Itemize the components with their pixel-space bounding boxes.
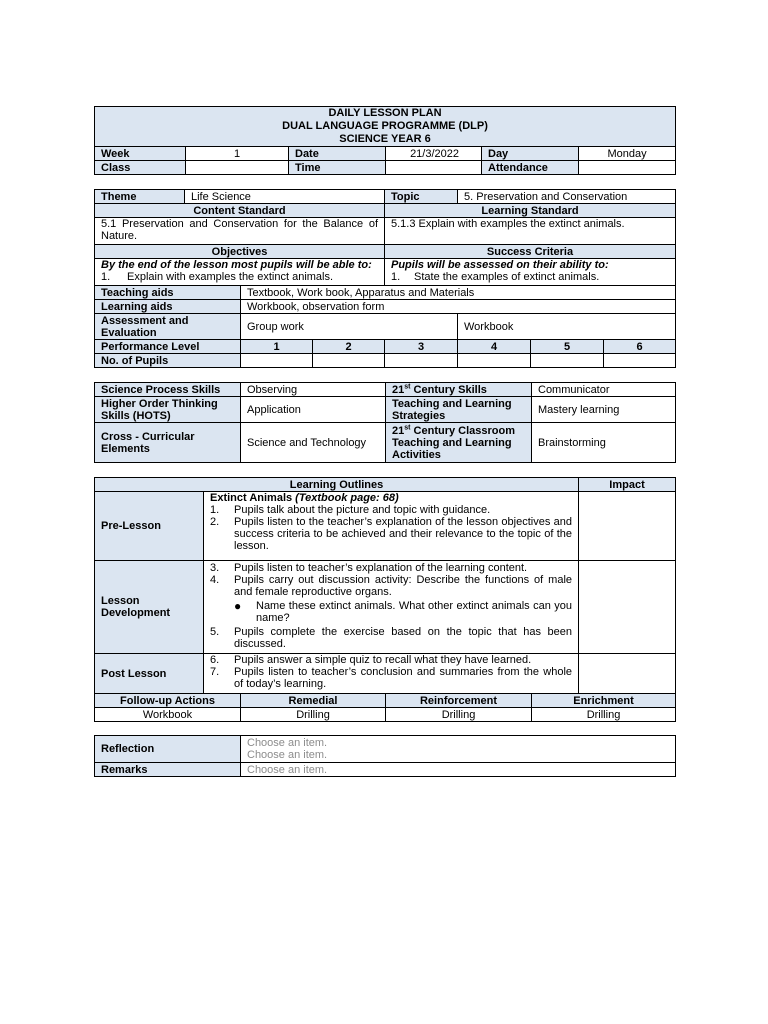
century-skills-number: 21 bbox=[392, 383, 405, 396]
attendance-label: Attendance bbox=[482, 161, 579, 175]
objectives-heading: Objectives bbox=[95, 245, 385, 259]
lesson-development-impact[interactable] bbox=[579, 561, 676, 654]
post-lesson-label: Post Lesson bbox=[95, 654, 204, 694]
skills-table bbox=[94, 382, 676, 463]
remedial-value[interactable]: Drilling bbox=[241, 708, 386, 722]
success-item-number: 1. bbox=[391, 271, 401, 283]
cross-curricular-label: Cross - Curricular Elements bbox=[95, 423, 241, 463]
time-value[interactable] bbox=[386, 161, 482, 175]
classroom-activities-text: Century Classroom Teaching and Learning Activities bbox=[392, 424, 516, 461]
pupils-count-3[interactable] bbox=[385, 354, 458, 368]
reflection-dropdown-2[interactable]: Choose an item. bbox=[247, 749, 328, 761]
header-table bbox=[94, 106, 676, 175]
date-label: Date bbox=[289, 147, 386, 161]
list-item-text: Pupils listen to teacher’s explanation of the learning content. bbox=[234, 562, 528, 574]
list-item-number: 3. bbox=[210, 562, 220, 574]
theme-label: Theme bbox=[95, 190, 185, 204]
remarks-dropdown[interactable]: Choose an item. bbox=[241, 763, 676, 777]
topic-label: Topic bbox=[385, 190, 458, 204]
list-item bbox=[210, 666, 572, 690]
followup-table bbox=[94, 693, 676, 722]
science-process-skills-label: Science Process Skills bbox=[95, 383, 241, 397]
classroom-activities-number: 21 bbox=[392, 424, 405, 437]
list-item-text: Pupils listen to teacher’s conclusion and summaries from the whole of today’s learning. bbox=[234, 666, 573, 690]
remarks-label: Remarks bbox=[95, 763, 241, 777]
learning-standard-value[interactable]: 5.1.3 Explain with examples the extinct animals. bbox=[385, 218, 676, 245]
learning-standard-heading: Learning Standard bbox=[385, 204, 676, 218]
bullet-icon: ● bbox=[234, 599, 242, 613]
pupils-count-5[interactable] bbox=[531, 354, 604, 368]
post-lesson-list bbox=[210, 654, 572, 690]
time-label: Time bbox=[289, 161, 386, 175]
objectives-intro: By the end of the lesson most pupils will be able to: bbox=[101, 259, 372, 271]
pupils-count-6[interactable] bbox=[604, 354, 676, 368]
class-value[interactable] bbox=[186, 161, 289, 175]
discussion-bullet bbox=[210, 600, 572, 624]
objectives-item bbox=[101, 271, 378, 283]
theme-value[interactable]: Life Science bbox=[185, 190, 385, 204]
reflection-label: Reflection bbox=[95, 736, 241, 763]
assessment-value-1[interactable]: Group work bbox=[241, 314, 458, 340]
list-item-number: 2. bbox=[210, 516, 220, 528]
century-skills-suffix: st bbox=[404, 382, 411, 390]
list-item-text: Pupils carry out discussion activity: Describe the functions of male and female reproductive organs. bbox=[234, 574, 573, 598]
century-skills-label bbox=[386, 383, 532, 397]
lesson-plan-page bbox=[94, 106, 675, 777]
success-item-text: State the examples of extinct animals. bbox=[414, 271, 600, 283]
objectives-item-text: Explain with examples the extinct animals. bbox=[127, 271, 334, 283]
list-item-number: 7. bbox=[210, 666, 220, 678]
learning-outlines-heading: Learning Outlines bbox=[95, 478, 579, 492]
teaching-strategies-label: Teaching and Learning Strategies bbox=[386, 397, 532, 423]
performance-level-1: 1 bbox=[241, 340, 313, 354]
attendance-value[interactable] bbox=[579, 161, 676, 175]
classroom-activities-label bbox=[386, 423, 532, 463]
plan-table bbox=[94, 189, 676, 368]
post-lesson-impact[interactable] bbox=[579, 654, 676, 694]
post-lesson-content[interactable] bbox=[204, 654, 579, 694]
document-title bbox=[95, 107, 676, 147]
content-standard-heading: Content Standard bbox=[95, 204, 385, 218]
content-standard-value[interactable]: 5.1 Preservation and Conservation for the Balance of Nature. bbox=[95, 218, 385, 245]
lesson-development-list bbox=[210, 562, 572, 598]
pre-lesson-impact[interactable] bbox=[579, 492, 676, 561]
pre-lesson-content[interactable] bbox=[204, 492, 579, 561]
title-line-2: DUAL LANGUAGE PROGRAMME (DLP) bbox=[282, 120, 488, 132]
day-value[interactable]: Monday bbox=[579, 147, 676, 161]
enrichment-value[interactable]: Drilling bbox=[532, 708, 676, 722]
performance-level-2: 2 bbox=[313, 340, 385, 354]
hots-value[interactable]: Application bbox=[241, 397, 386, 423]
success-item bbox=[391, 271, 669, 283]
lesson-subtitle-reference: (Textbook page: 68) bbox=[295, 492, 399, 504]
performance-level-label: Performance Level bbox=[95, 340, 241, 354]
reflection-dropdown-1[interactable]: Choose an item. bbox=[247, 737, 328, 749]
remedial-heading: Remedial bbox=[241, 694, 386, 708]
list-item-number: 1. bbox=[210, 504, 220, 516]
century-skills-value[interactable]: Communicator bbox=[532, 383, 676, 397]
learning-outline-table bbox=[94, 477, 676, 694]
bullet-text: Name these extinct animals. What other extinct animals can you name? bbox=[256, 600, 573, 624]
list-item-text: Pupils listen to the teacher’s explanation of the lesson objectives and success criteria to be achieved and their relevance to the topic of the lesson. bbox=[234, 516, 573, 552]
reinforcement-value[interactable]: Drilling bbox=[386, 708, 532, 722]
list-item-number: 5. bbox=[210, 626, 220, 638]
lesson-subtitle bbox=[210, 492, 572, 504]
week-value[interactable]: 1 bbox=[186, 147, 289, 161]
lesson-development-content[interactable] bbox=[204, 561, 579, 654]
performance-level-6: 6 bbox=[604, 340, 676, 354]
lesson-subtitle-main: Extinct Animals bbox=[210, 492, 296, 504]
list-item-text: Pupils answer a simple quiz to recall what they have learned. bbox=[234, 654, 532, 666]
title-line-1: DAILY LESSON PLAN bbox=[328, 107, 442, 119]
teaching-strategies-value[interactable]: Mastery learning bbox=[532, 397, 676, 423]
class-label: Class bbox=[95, 161, 186, 175]
teaching-aids-label: Teaching aids bbox=[95, 286, 241, 300]
reflection-table bbox=[94, 735, 676, 777]
lesson-development-list-2 bbox=[210, 626, 572, 650]
teaching-aids-value[interactable]: Textbook, Work book, Apparatus and Materials bbox=[241, 286, 676, 300]
reinforcement-heading: Reinforcement bbox=[386, 694, 532, 708]
assessment-value-2[interactable]: Workbook bbox=[458, 314, 676, 340]
success-intro: Pupils will be assessed on their ability to: bbox=[391, 259, 609, 271]
list-item bbox=[210, 504, 572, 516]
pupils-count-label: No. of Pupils bbox=[95, 354, 241, 368]
pupils-count-2[interactable] bbox=[313, 354, 385, 368]
date-value[interactable]: 21/3/2022 bbox=[386, 147, 482, 161]
hots-label: Higher Order Thinking Skills (HOTS) bbox=[95, 397, 241, 423]
title-line-3: SCIENCE YEAR 6 bbox=[339, 133, 431, 145]
pre-lesson-label: Pre-Lesson bbox=[95, 492, 204, 561]
day-label: Day bbox=[482, 147, 579, 161]
enrichment-heading: Enrichment bbox=[532, 694, 676, 708]
pupils-count-4[interactable] bbox=[458, 354, 531, 368]
followup-actions-value[interactable]: Workbook bbox=[95, 708, 241, 722]
list-item-number: 4. bbox=[210, 574, 220, 586]
classroom-activities-value[interactable]: Brainstorming bbox=[532, 423, 676, 463]
performance-level-4: 4 bbox=[458, 340, 531, 354]
impact-heading: Impact bbox=[579, 478, 676, 492]
century-skills-text: Century Skills bbox=[410, 383, 487, 396]
list-item-number: 6. bbox=[210, 654, 220, 666]
lesson-development-label: Lesson Development bbox=[95, 561, 204, 654]
pupils-count-1[interactable] bbox=[241, 354, 313, 368]
list-item bbox=[210, 516, 572, 552]
list-item-text: Pupils complete the exercise based on the topic that has been discussed. bbox=[234, 626, 573, 650]
science-process-skills-value[interactable]: Observing bbox=[241, 383, 386, 397]
objectives-content[interactable] bbox=[95, 259, 385, 286]
performance-level-3: 3 bbox=[385, 340, 458, 354]
list-item bbox=[210, 562, 572, 574]
followup-actions-heading: Follow-up Actions bbox=[95, 694, 241, 708]
objectives-item-number: 1. bbox=[101, 271, 111, 283]
list-item-text: Pupils talk about the picture and topic with guidance. bbox=[234, 504, 491, 516]
list-item bbox=[210, 574, 572, 598]
topic-value[interactable]: 5. Preservation and Conservation bbox=[458, 190, 676, 204]
success-criteria-content[interactable] bbox=[385, 259, 676, 286]
success-criteria-heading: Success Criteria bbox=[385, 245, 676, 259]
reflection-dropdowns bbox=[241, 736, 676, 763]
list-item bbox=[210, 654, 572, 666]
performance-level-5: 5 bbox=[531, 340, 604, 354]
cross-curricular-value[interactable]: Science and Technology bbox=[241, 423, 386, 463]
week-label: Week bbox=[95, 147, 186, 161]
pre-lesson-list bbox=[210, 504, 572, 552]
list-item bbox=[210, 626, 572, 650]
learning-aids-value[interactable]: Workbook, observation form bbox=[241, 300, 676, 314]
learning-aids-label: Learning aids bbox=[95, 300, 241, 314]
assessment-label: Assessment and Evaluation bbox=[95, 314, 241, 340]
classroom-activities-suffix: st bbox=[404, 423, 411, 431]
